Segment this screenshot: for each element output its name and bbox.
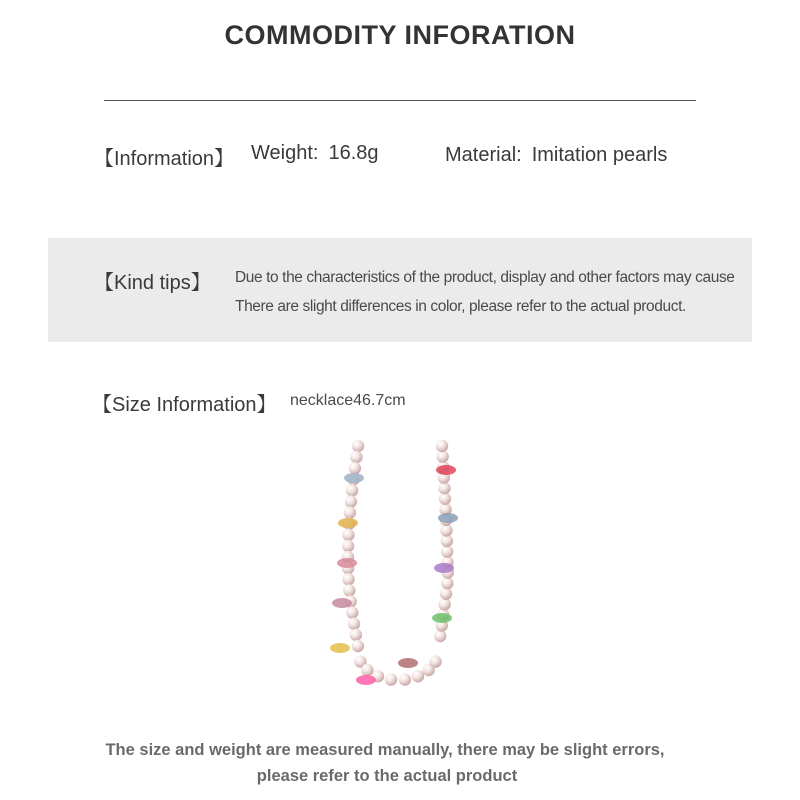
pearl-bead (361, 664, 373, 676)
pearl-bead (350, 451, 362, 463)
colored-stone (432, 613, 452, 623)
size-value: necklace46.7cm (290, 392, 406, 409)
pearl-bead (441, 535, 453, 547)
colored-stone (332, 598, 352, 608)
pearl-bead (349, 462, 361, 474)
pearl-bead (440, 588, 452, 600)
pearl-bead (439, 493, 451, 505)
pearl-bead (412, 670, 424, 682)
pearl-bead (352, 440, 364, 452)
pearl-bead (342, 573, 354, 585)
footer-note-line-1: The size and weight are measured manually, there may be slight errors, (105, 741, 665, 759)
colored-stone (344, 473, 364, 483)
pearl-bead (434, 630, 446, 642)
colored-stone (330, 643, 350, 653)
material-label: Material: (445, 144, 522, 166)
kind-tips-label: 【Kind tips】 (94, 272, 211, 294)
colored-stone (356, 675, 376, 685)
pearl-bead (438, 482, 450, 494)
pearl-bead (441, 577, 453, 589)
colored-stone (436, 465, 456, 475)
information-label: 【Information】 (94, 148, 235, 170)
pearl-bead (385, 673, 397, 685)
size-information-label: 【Size Information】 (92, 394, 277, 416)
weight-label: Weight: (251, 142, 319, 164)
pearl-bead (346, 606, 358, 618)
page-title: COMMODITY INFORATION (224, 20, 576, 50)
pearl-bead (399, 673, 411, 685)
pearl-bead (436, 450, 448, 462)
weight-field (251, 142, 379, 165)
pearl-bead (429, 655, 441, 667)
pearl-bead (342, 540, 354, 552)
pearl-bead (350, 629, 362, 641)
pearl-bead (440, 524, 452, 536)
colored-stone (438, 513, 458, 523)
weight-value: 16.8g (328, 142, 379, 164)
colored-stone (398, 658, 418, 668)
colored-stone (338, 518, 358, 528)
colored-stone (337, 558, 357, 568)
pearl-bead (342, 529, 354, 541)
material-field (445, 144, 667, 167)
material-value: Imitation pearls (531, 144, 668, 166)
pearl-bead (346, 484, 358, 496)
colored-stone (434, 563, 454, 573)
pearl-bead (438, 598, 450, 610)
footer-note-line-2: please refer to the actual product (256, 767, 518, 785)
pearl-bead (352, 640, 364, 652)
pearl-bead (343, 584, 355, 596)
pearl-bead (345, 495, 357, 507)
title-divider (104, 100, 696, 101)
kind-tips-line-2: There are slight differences in color, please refer to the actual product. (235, 298, 686, 315)
pearl-bead (441, 545, 453, 557)
pearl-bead (348, 618, 360, 630)
pearl-bead (344, 506, 356, 518)
kind-tips-line-1: Due to the characteristics of the product, display and other factors may cause (235, 269, 735, 286)
necklace-product-image (300, 430, 500, 710)
pearl-bead (436, 440, 448, 452)
